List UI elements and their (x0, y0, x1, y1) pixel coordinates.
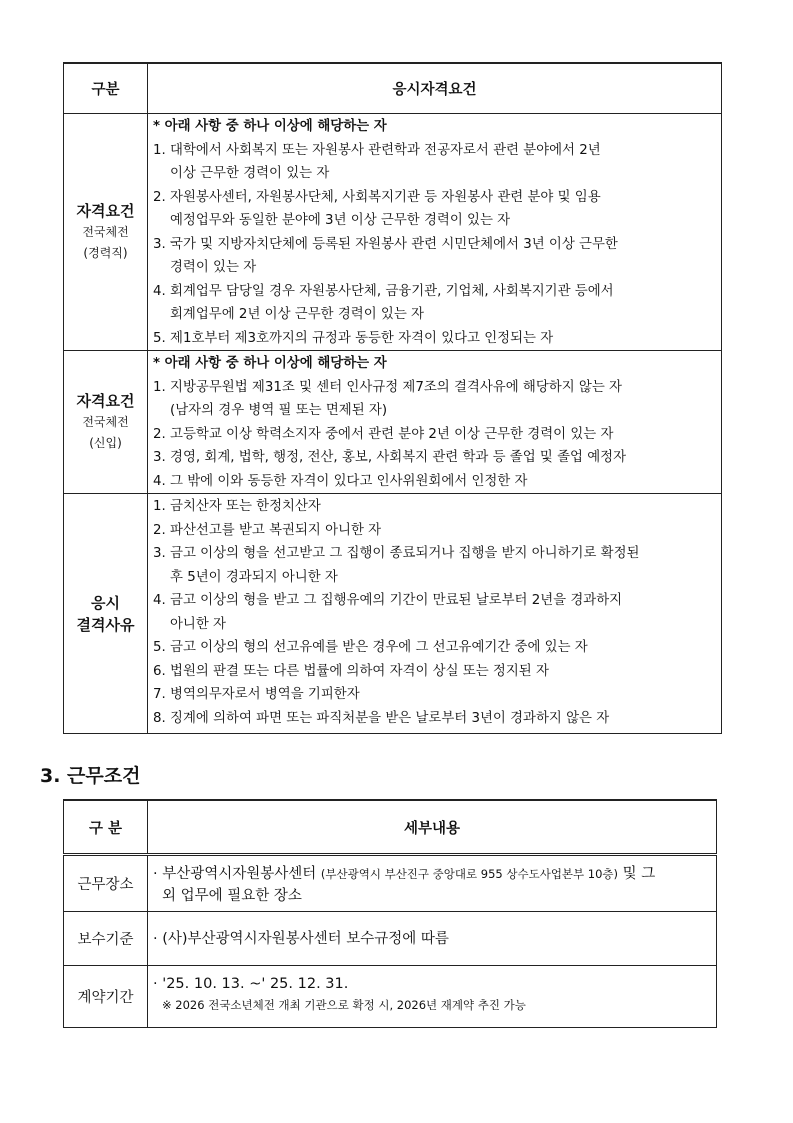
list-item: 예정업무와 동일한 분야에 3년 이상 근무한 경력이 있는 자 (170, 213, 511, 228)
list-item: * 아래 사항 중 하나 이상에 해당하는 자 (153, 119, 387, 134)
row-label-sub: (신입) (89, 436, 122, 450)
requirements-list-experienced (148, 114, 722, 351)
list-item: 3. 경영, 회계, 법학, 행정, 전산, 홍보, 사회복지 관련 학과 등 졸업 및 졸업 예정자 (153, 450, 627, 465)
table-row (64, 912, 717, 966)
list-item: 2. 고등학교 이상 학력소지자 중에서 관련 분야 2년 이상 근무한 경력이 있는 자 (153, 426, 614, 442)
list-item: 4. 금고 이상의 형을 받고 그 집행유예의 기간이 만료된 날로부터 2년을 경과하지 (153, 593, 623, 608)
row-label-newcomer (64, 351, 148, 494)
list-item: 회계업무에 2년 이상 근무한 경력이 있는 자 (170, 307, 424, 322)
pay-detail: · (사)부산광역시자원봉사센터 보수규정에 따름 (148, 912, 717, 966)
list-item: 경력이 있는 자 (170, 260, 257, 275)
list-item: 이상 근무한 경력이 있는 자 (170, 166, 330, 181)
qualification-table (63, 62, 722, 734)
list-item: 1. 금치산자 또는 한정치산자 (153, 499, 321, 514)
row-label-title: 자격요건 (76, 392, 135, 410)
list-item: 5. 제1호부터 제3호까지의 규정과 동등한 자격이 있다고 인정되는 자 (153, 330, 554, 346)
list-item: 1. 대학에서 사회복지 또는 자원봉사 관련학과 전공자로서 관련 분야에서 2년 (153, 142, 601, 158)
list-item: 8. 징계에 의하여 파면 또는 파직처분을 받은 날로부터 3년이 경과하지 않은 자 (153, 710, 610, 726)
workplace-text: · 부산광역시자원봉사센터 (153, 866, 321, 882)
workplace-detail (148, 855, 717, 912)
workplace-label: 근무장소 (64, 855, 148, 912)
row-label-disqualification (64, 494, 148, 734)
list-item: 3. 금고 이상의 형을 선고받고 그 집행이 종료되거나 집행을 받지 아니하기로 확정된 (153, 546, 640, 561)
disqualification-list (148, 494, 722, 734)
contract-label: 계약기간 (64, 966, 148, 1028)
table-row (64, 351, 722, 494)
row-label-title: 자격요건 (76, 202, 135, 220)
list-item: 4. 회계업무 담당일 경우 자원봉사단체, 금융기관, 기업체, 사회복지기관 등에서 (153, 283, 614, 299)
row-label-experienced (64, 114, 148, 351)
section-title: 3. 근무조건 (40, 765, 141, 787)
table-row (64, 494, 722, 734)
contract-note: ※ 2026 전국소년체전 개최 기관으로 확정 시, 2026년 재계약 추진 가능 (162, 998, 526, 1012)
header-requirements: 응시자격요건 (148, 63, 722, 114)
list-item: 후 5년이 경과되지 아니한 자 (170, 569, 338, 585)
requirements-list-newcomer (148, 351, 722, 494)
list-item: 6. 법원의 판결 또는 다른 법률에 의하여 자격이 상실 또는 정지된 자 (153, 663, 549, 679)
row-label-sub: (경력직) (83, 246, 128, 260)
list-item: 아니한 자 (170, 616, 226, 632)
table-row (64, 114, 722, 351)
pay-label: 보수기준 (64, 912, 148, 966)
row-label-title: 결격사유 (76, 615, 135, 634)
list-item: 7. 병역의무자로서 병역을 기피한자 (153, 687, 360, 702)
contract-detail (148, 966, 717, 1028)
work-conditions-table (63, 799, 717, 1028)
table-row (64, 855, 717, 912)
workplace-tail: 및 그 (618, 866, 656, 882)
row-label-title: 응시 (91, 593, 120, 612)
workplace-address: (부산광역시 부산진구 중앙대로 955 상수도사업본부 10층) (320, 867, 619, 881)
list-item: 2. 자원봉사센터, 자원봉사단체, 사회복지기관 등 자원봉사 관련 분야 및 임용 (153, 189, 601, 205)
list-item: (남자의 경우 병역 필 또는 면제된 자) (170, 403, 388, 418)
workplace-line2: 외 업무에 필요한 장소 (162, 888, 302, 904)
row-label-sub: 전국체전 (82, 225, 129, 239)
header-category: 구 분 (64, 800, 148, 855)
header-category: 구분 (64, 63, 148, 114)
list-item: 3. 국가 및 지방자치단체에 등록된 자원봉사 관련 시민단체에서 3년 이상 근무한 (153, 236, 618, 252)
table-row (64, 966, 717, 1028)
list-item: 2. 파산선고를 받고 복권되지 아니한 자 (153, 522, 382, 538)
header-details: 세부내용 (148, 800, 717, 855)
row-label-sub: 전국체전 (82, 415, 129, 429)
list-item: 1. 지방공무원법 제31조 및 센터 인사규정 제7조의 결격사유에 해당하지 않는 자 (153, 379, 622, 395)
list-item: 5. 금고 이상의 형의 선고유예를 받은 경우에 그 선고유예기간 중에 있는 자 (153, 640, 588, 655)
list-item: 4. 그 밖에 이와 동등한 자격이 있다고 인사위원회에서 인정한 자 (153, 473, 528, 489)
contract-period: · '25. 10. 13. ~' 25. 12. 31. (153, 976, 349, 992)
list-item: * 아래 사항 중 하나 이상에 해당하는 자 (153, 356, 387, 371)
